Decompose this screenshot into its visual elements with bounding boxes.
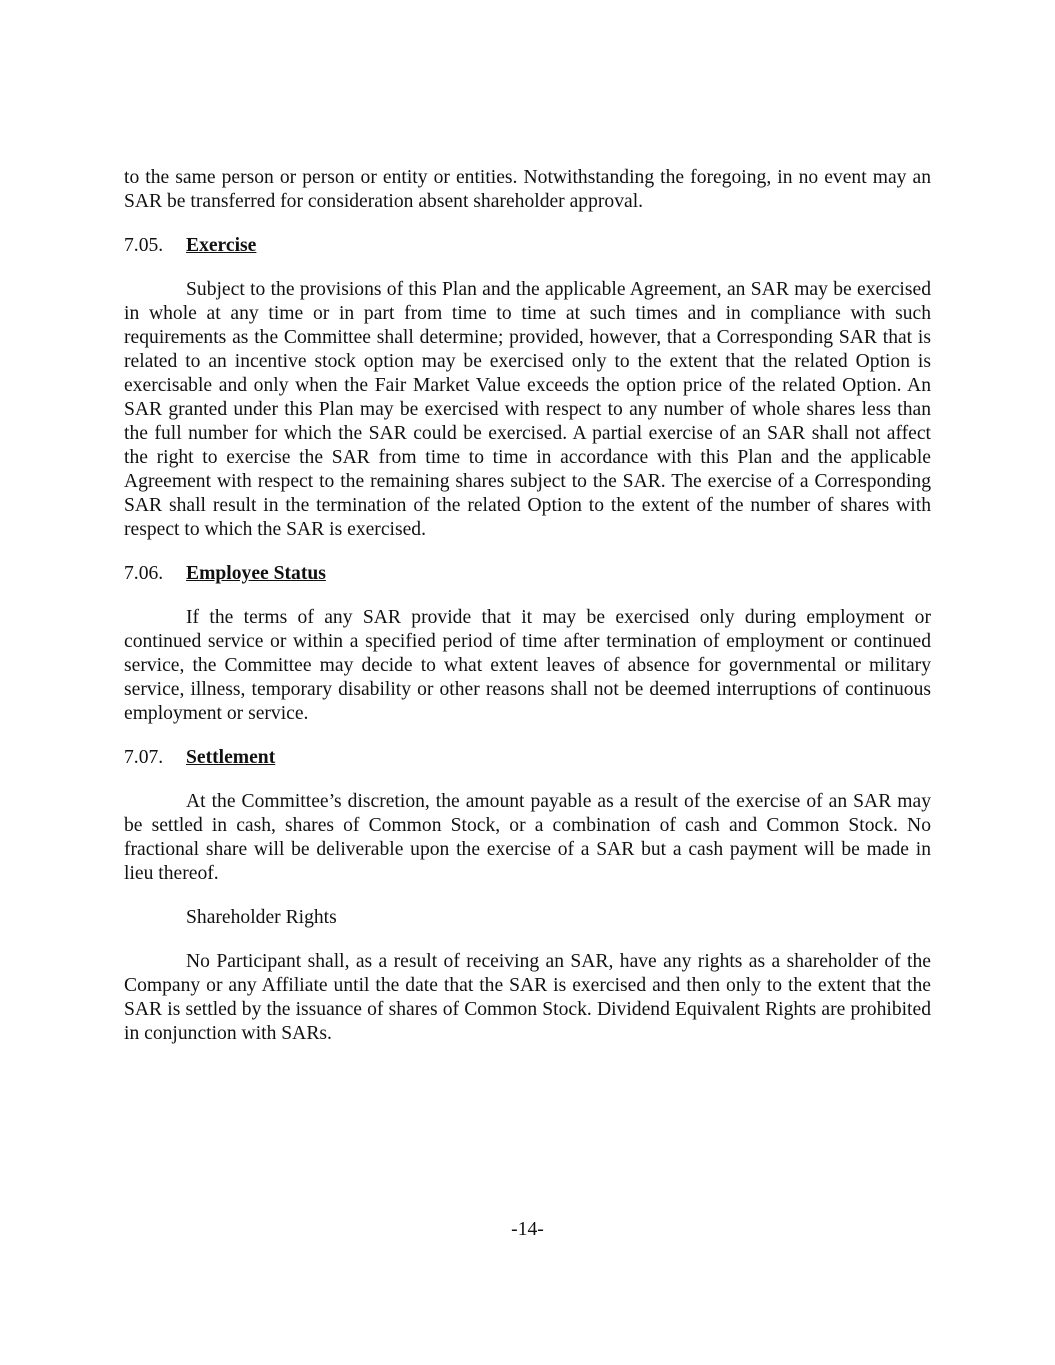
section-number: 7.06. — [124, 563, 164, 584]
section-body-settlement: At the Committee’s discretion, the amount payable as a result of the exercise of an SAR may be settled in cash, shares of Common Stock, or a combination of cash and Common Stock. No fractional share will be deliverable upon the exercise of a SAR but a cash payment will be made in lieu thereof. — [124, 791, 931, 884]
document-page — [124, 166, 931, 1066]
section-heading-settlement — [124, 746, 931, 770]
section-number: 7.07. — [124, 747, 164, 768]
shareholder-rights-heading: Shareholder Rights — [186, 907, 337, 928]
section-number: 7.05. — [124, 235, 164, 256]
section-heading-exercise — [124, 234, 931, 258]
section-title: Exercise — [186, 235, 257, 256]
section-title: Employee Status — [186, 563, 326, 584]
page-number: -14- — [511, 1219, 544, 1240]
intro-paragraph: to the same person or person or entity or entities. Notwithstanding the foregoing, in no event may an SAR be transferred for consideration absent shareholder approval. — [124, 167, 931, 212]
section-body-employee-status: If the terms of any SAR provide that it may be exercised only during employment or continued service or within a specified period of time after termination of employment or continued service, the Committee may decide to what extent leaves of absence for governmental or military service, illness, temporary disability or other reasons shall not be deemed interruptions of continuous employment or service. — [124, 607, 931, 724]
section-title: Settlement — [186, 747, 276, 768]
section-body-exercise: Subject to the provisions of this Plan and the applicable Agreement, an SAR may be exercised in whole at any time or in part from time to time at such times and in compliance with such requirements as the Committee shall determine; provided, however, that a Corresponding SAR that is related to an incentive stock option may be exercised only to the extent that the related Option is exercisable and only when the Fair Market Value exceeds the option price of the related Option. An SAR granted under this Plan may be exercised with respect to any number of whole shares less than the full number for which the SAR could be exercised. A partial exercise of an SAR shall not affect the right to exercise the SAR from time to time in accordance with this Plan and the applicable Agreement with respect to the remaining shares subject to the SAR. The exercise of a Corresponding SAR shall result in the termination of the related Option to the extent of the number of shares with respect to which the SAR is exercised. — [124, 279, 931, 540]
shareholder-rights-body: No Participant shall, as a result of receiving an SAR, have any rights as a shareholder of the Company or any Affiliate until the date that the SAR is exercised and then only to the extent that the SAR is settled by the issuance of shares of Common Stock. Dividend Equivalent Rights are prohibited in conjunction with SARs. — [124, 951, 931, 1044]
section-heading-employee-status — [124, 562, 931, 586]
